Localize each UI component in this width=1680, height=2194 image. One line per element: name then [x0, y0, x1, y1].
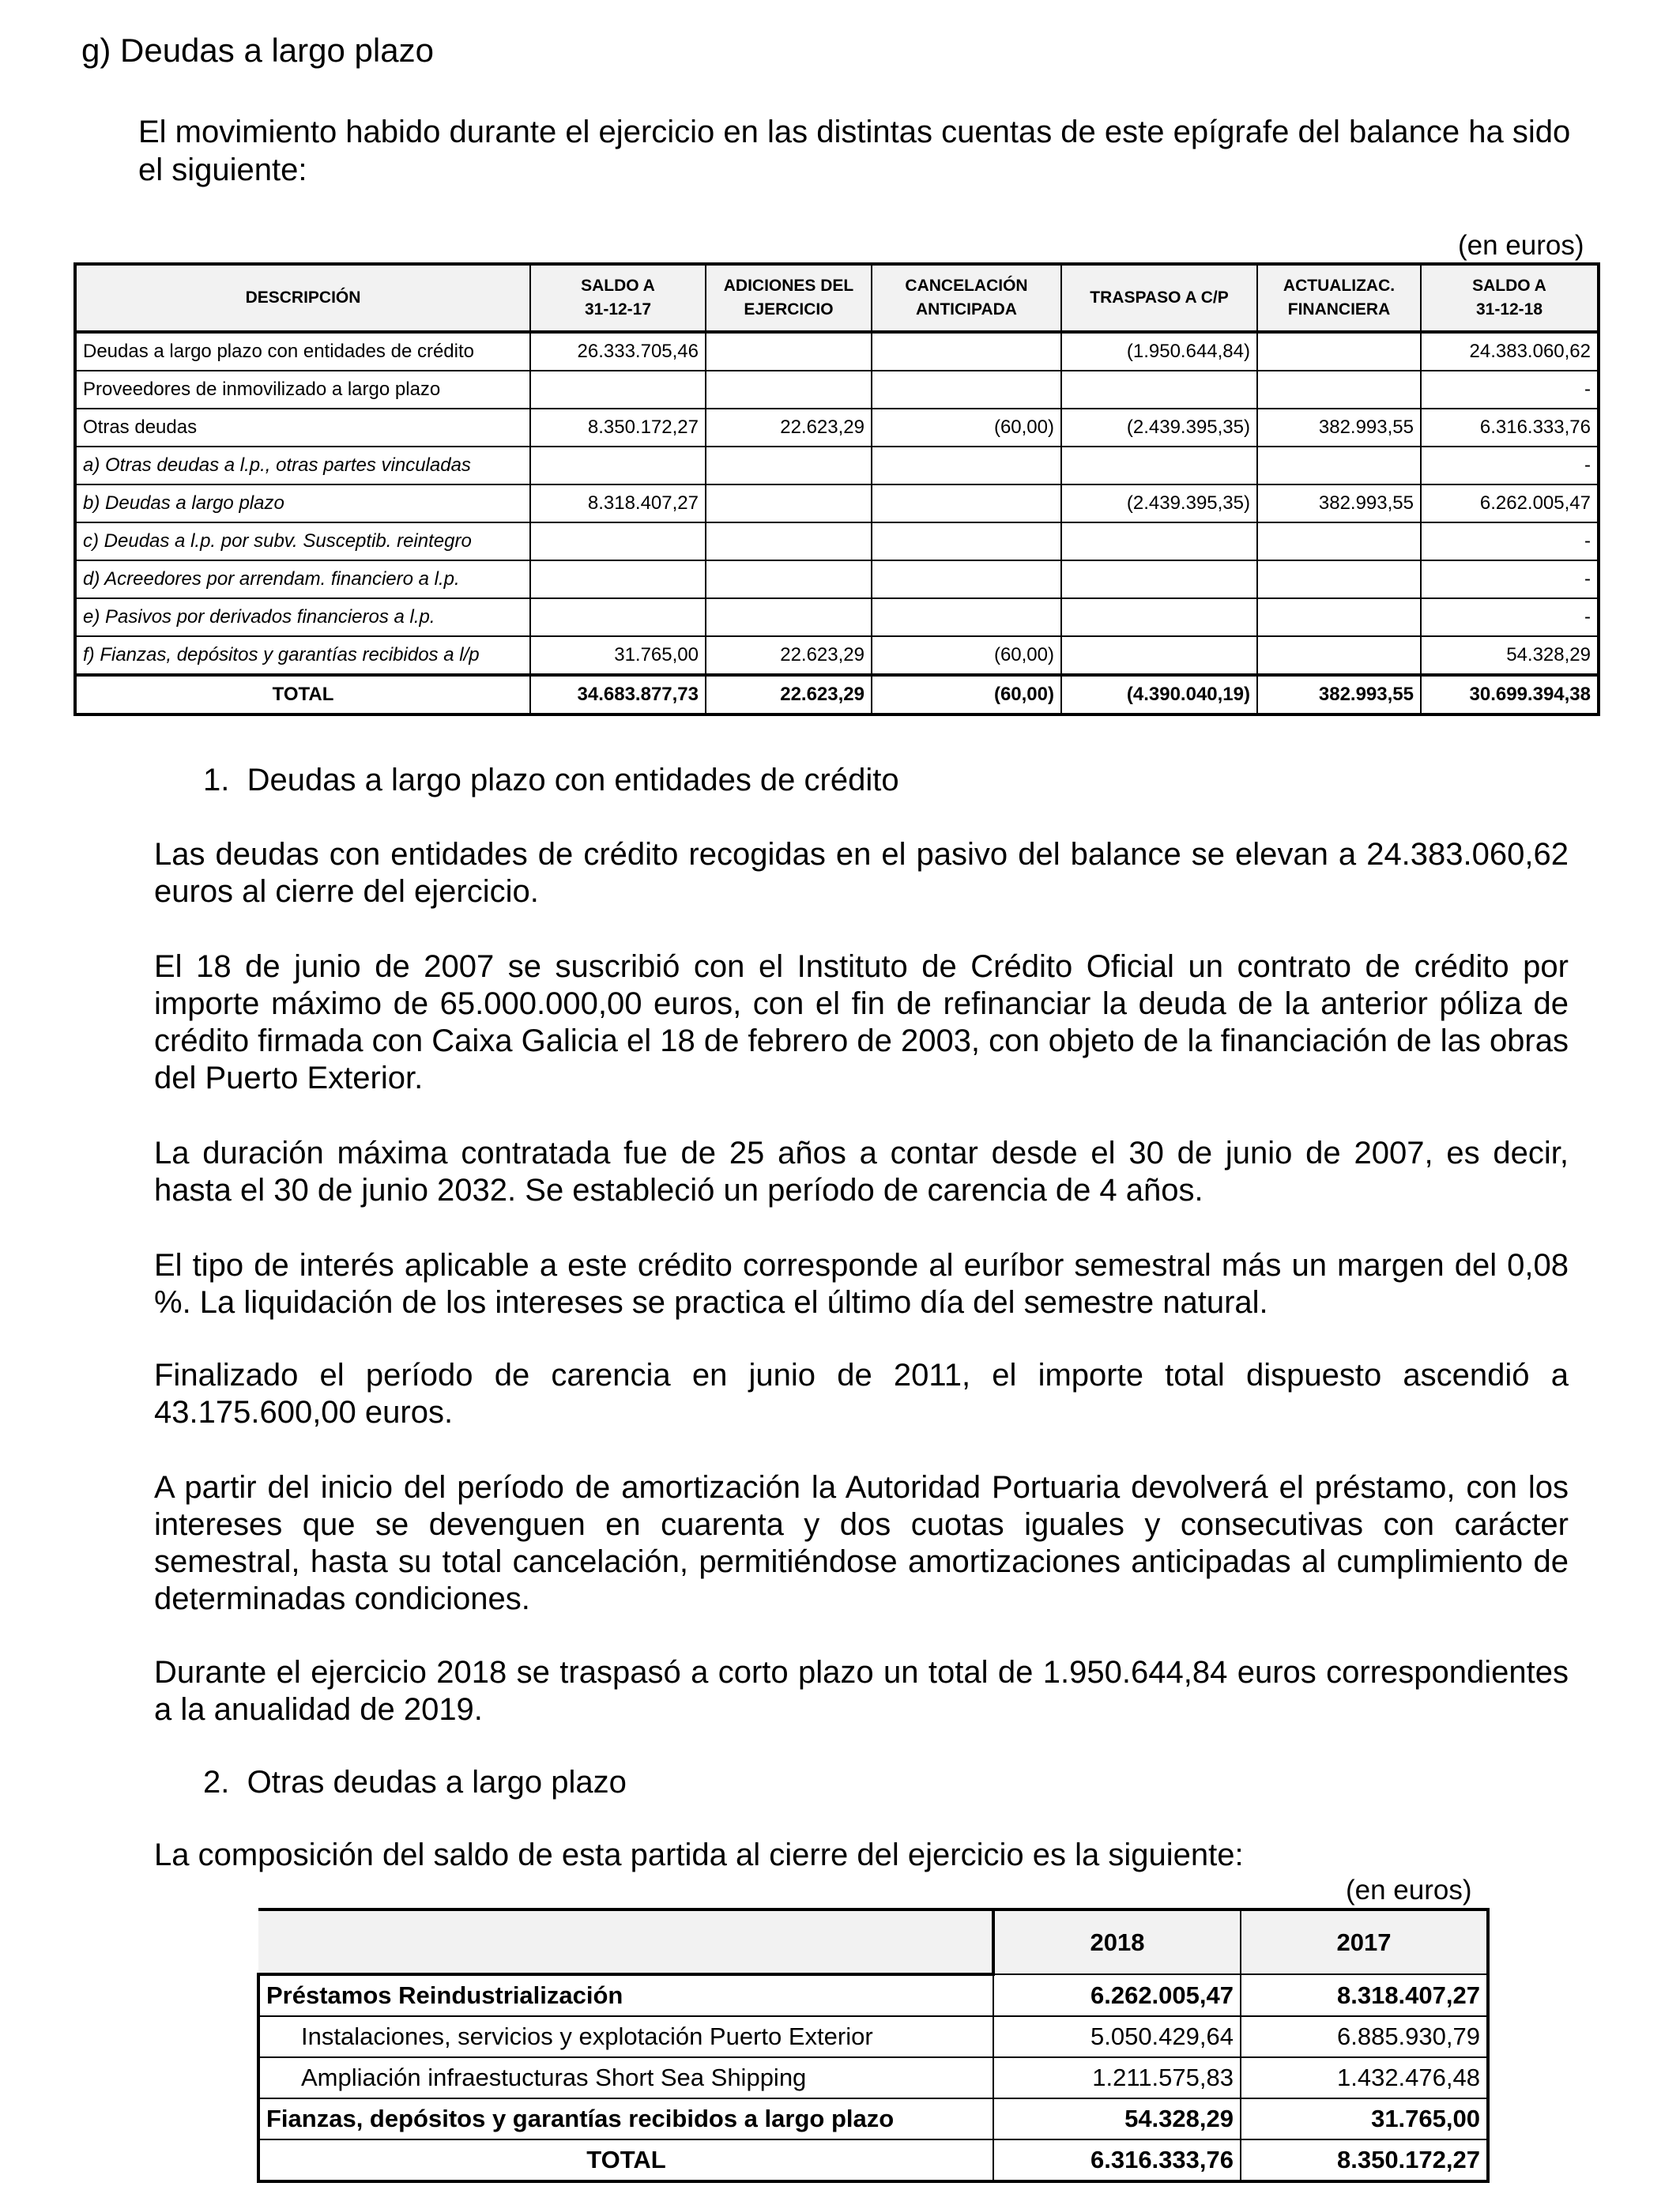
cell-adiciones	[706, 522, 872, 560]
header-label: SALDO A	[581, 277, 655, 295]
table-row	[75, 484, 1599, 522]
cell-cancelacion	[872, 447, 1061, 484]
row-desc: f) Fianzas, depósitos y garantías recibidos a l/p	[75, 636, 530, 675]
table2-unit-label: (en euros)	[1346, 1875, 1472, 1906]
paragraph: Durante el ejercicio 2018 se traspasó a corto plazo un total de 1.950.644,84 euros correspondientes a la anualidad de 2019.	[154, 1655, 1569, 1727]
total-saldo17: 34.683.877,73	[530, 675, 706, 714]
subsection-number: 1.	[203, 763, 230, 797]
cell-traspaso	[1061, 598, 1257, 636]
paragraph: La duración máxima contratada fue de 25 años a contar desde el 30 de junio de 2007, es decir, hasta el 30 de junio 2032. Se estableció un período de carencia de 4 años.	[154, 1136, 1569, 1208]
table-row	[75, 332, 1599, 371]
header-date: 31-12-17	[584, 300, 652, 319]
subsection-title: Otras deudas a largo plazo	[247, 1765, 627, 1800]
intro-paragraph: El movimiento habido durante el ejercicio en las distintas cuentas de este epígrafe del balance ha sido el siguiente:	[138, 115, 1571, 187]
header-label: EJERCICIO	[744, 300, 834, 319]
cell-cancelacion	[872, 598, 1061, 636]
header-label: ADICIONES DEL	[723, 277, 854, 295]
cell-2018: 5.050.429,64	[993, 2016, 1241, 2057]
row-desc: e) Pasivos por derivados financieros a l.p.	[75, 598, 530, 636]
table-row	[258, 2098, 1488, 2139]
row-desc: Proveedores de inmovilizado a largo plazo	[75, 371, 530, 409]
total-saldo18: 30.699.394,38	[1421, 675, 1599, 714]
table-row	[258, 2057, 1488, 2098]
table-row	[258, 1974, 1488, 2016]
cell-saldo18: 54.328,29	[1421, 636, 1599, 675]
subsection-1-heading	[203, 763, 899, 798]
total-2017: 8.350.172,27	[1241, 2139, 1488, 2181]
col-header-adiciones	[706, 264, 872, 332]
row-desc: d) Acreedores por arrendam. financiero a l.p.	[75, 560, 530, 598]
cell-saldo18: -	[1421, 522, 1599, 560]
cell-2017: 6.885.930,79	[1241, 2016, 1488, 2057]
cell-adiciones	[706, 484, 872, 522]
cell-actualizac	[1257, 332, 1421, 371]
cell-traspaso	[1061, 522, 1257, 560]
table-row	[258, 2016, 1488, 2057]
table-row	[75, 522, 1599, 560]
table-row	[75, 371, 1599, 409]
table-row	[75, 598, 1599, 636]
total-label: TOTAL	[75, 675, 530, 714]
row-desc: c) Deudas a l.p. por subv. Susceptib. reintegro	[75, 522, 530, 560]
cell-cancelacion	[872, 560, 1061, 598]
cell-adiciones	[706, 332, 872, 371]
cell-saldo18: -	[1421, 447, 1599, 484]
table-row	[75, 636, 1599, 675]
cell-saldo18: 6.316.333,76	[1421, 409, 1599, 447]
debt-movement-table	[73, 262, 1600, 716]
table-total-row	[75, 675, 1599, 714]
row-label: Préstamos Reindustrialización	[258, 1974, 993, 2016]
header-label: CANCELACIÓN	[905, 277, 1028, 295]
total-label: TOTAL	[258, 2139, 993, 2181]
col-header-cancelacion	[872, 264, 1061, 332]
total-actualizac: 382.993,55	[1257, 675, 1421, 714]
table-row	[75, 409, 1599, 447]
col-header-saldo-2017	[530, 264, 706, 332]
col-header-2017: 2017	[1241, 1909, 1488, 1974]
table-header-row	[258, 1909, 1488, 1974]
cell-adiciones	[706, 371, 872, 409]
table1-unit-label: (en euros)	[1458, 230, 1584, 261]
cell-adiciones: 22.623,29	[706, 409, 872, 447]
cell-traspaso: (2.439.395,35)	[1061, 484, 1257, 522]
total-adiciones: 22.623,29	[706, 675, 872, 714]
cell-traspaso	[1061, 636, 1257, 675]
col-header-descripcion: DESCRIPCIÓN	[75, 264, 530, 332]
cell-adiciones: 22.623,29	[706, 636, 872, 675]
table-total-row	[258, 2139, 1488, 2181]
cell-traspaso: (1.950.644,84)	[1061, 332, 1257, 371]
cell-cancelacion: (60,00)	[872, 409, 1061, 447]
table-row	[75, 560, 1599, 598]
subsection-number: 2.	[203, 1765, 230, 1800]
cell-saldo18: -	[1421, 371, 1599, 409]
col-header-actualizac	[1257, 264, 1421, 332]
header-date: 31-12-18	[1475, 300, 1543, 319]
cell-actualizac: 382.993,55	[1257, 409, 1421, 447]
col-header-saldo-2018	[1421, 264, 1599, 332]
cell-cancelacion	[872, 371, 1061, 409]
cell-actualizac	[1257, 522, 1421, 560]
cell-saldo17	[530, 371, 706, 409]
header-label: SALDO A	[1472, 277, 1546, 295]
cell-saldo18: -	[1421, 598, 1599, 636]
subsection-2-heading	[203, 1765, 627, 1800]
composition-intro: La composición del saldo de esta partida al cierre del ejercicio es la siguiente:	[154, 1838, 1244, 1872]
cell-traspaso	[1061, 447, 1257, 484]
cell-2017: 8.318.407,27	[1241, 1974, 1488, 2016]
cell-2018: 1.211.575,83	[993, 2057, 1241, 2098]
cell-saldo17	[530, 447, 706, 484]
table-header-row	[75, 264, 1599, 332]
total-cancelacion: (60,00)	[872, 675, 1061, 714]
row-label: Instalaciones, servicios y explotación Puerto Exterior	[258, 2016, 993, 2057]
header-label: ANTICIPADA	[916, 300, 1017, 319]
cell-2017: 1.432.476,48	[1241, 2057, 1488, 2098]
cell-saldo17: 8.350.172,27	[530, 409, 706, 447]
row-desc: b) Deudas a largo plazo	[75, 484, 530, 522]
cell-saldo17: 8.318.407,27	[530, 484, 706, 522]
total-2018: 6.316.333,76	[993, 2139, 1241, 2181]
cell-saldo17	[530, 560, 706, 598]
cell-traspaso	[1061, 371, 1257, 409]
cell-cancelacion	[872, 332, 1061, 371]
paragraph: A partir del inicio del período de amortización la Autoridad Portuaria devolverá el préstamo, con los intereses que se devenguen en cuarenta y dos cuotas iguales y consecutivas con carácter semestral, hasta su total cancelación, permitiéndose amortizaciones anticipadas al cumplimiento de determinadas condiciones.	[154, 1470, 1569, 1616]
cell-2017: 31.765,00	[1241, 2098, 1488, 2139]
cell-traspaso	[1061, 560, 1257, 598]
cell-adiciones	[706, 560, 872, 598]
cell-saldo18: 6.262.005,47	[1421, 484, 1599, 522]
cell-actualizac	[1257, 447, 1421, 484]
subsection-title: Deudas a largo plazo con entidades de crédito	[247, 763, 899, 797]
cell-actualizac	[1257, 371, 1421, 409]
total-traspaso: (4.390.040,19)	[1061, 675, 1257, 714]
cell-saldo17: 31.765,00	[530, 636, 706, 675]
cell-cancelacion: (60,00)	[872, 636, 1061, 675]
cell-saldo17: 26.333.705,46	[530, 332, 706, 371]
cell-saldo17	[530, 522, 706, 560]
header-blank	[258, 1909, 993, 1974]
row-label: Ampliación infraestucturas Short Sea Shipping	[258, 2057, 993, 2098]
cell-2018: 54.328,29	[993, 2098, 1241, 2139]
paragraph: El tipo de interés aplicable a este crédito corresponde al euríbor semestral más un margen del 0,08 %. La liquidación de los intereses se practica el último día del semestre natural.	[154, 1248, 1569, 1320]
cell-saldo17	[530, 598, 706, 636]
paragraph: Las deudas con entidades de crédito recogidas en el pasivo del balance se elevan a 24.383.060,62 euros al cierre del ejercicio.	[154, 837, 1569, 909]
cell-saldo18: -	[1421, 560, 1599, 598]
table-row	[75, 447, 1599, 484]
row-desc: a) Otras deudas a l.p., otras partes vinculadas	[75, 447, 530, 484]
cell-actualizac: 382.993,55	[1257, 484, 1421, 522]
col-header-traspaso: TRASPASO A C/P	[1061, 264, 1257, 332]
section-title: g) Deudas a largo plazo	[81, 32, 434, 69]
cell-adiciones	[706, 598, 872, 636]
cell-traspaso: (2.439.395,35)	[1061, 409, 1257, 447]
cell-saldo18: 24.383.060,62	[1421, 332, 1599, 371]
header-label: FINANCIERA	[1287, 300, 1391, 319]
cell-actualizac	[1257, 560, 1421, 598]
cell-actualizac	[1257, 636, 1421, 675]
cell-cancelacion	[872, 522, 1061, 560]
cell-adiciones	[706, 447, 872, 484]
cell-2018: 6.262.005,47	[993, 1974, 1241, 2016]
cell-actualizac	[1257, 598, 1421, 636]
col-header-2018: 2018	[993, 1909, 1241, 1974]
other-debts-composition-table	[257, 1908, 1490, 2183]
header-label: ACTUALIZAC.	[1283, 277, 1396, 295]
cell-cancelacion	[872, 484, 1061, 522]
row-desc: Deudas a largo plazo con entidades de crédito	[75, 332, 530, 371]
row-desc: Otras deudas	[75, 409, 530, 447]
row-label: Fianzas, depósitos y garantías recibidos a largo plazo	[258, 2098, 993, 2139]
paragraph: Finalizado el período de carencia en junio de 2011, el importe total dispuesto ascendió a 43.175.600,00 euros.	[154, 1358, 1569, 1430]
paragraph: El 18 de junio de 2007 se suscribió con el Instituto de Crédito Oficial un contrato de crédito por importe máximo de 65.000.000,00 euros, con el fin de refinanciar la deuda de la anterior póliza de crédito firmada con Caixa Galicia el 18 de febrero de 2003, con objeto de la financiación de las obras del Puerto Exterior.	[154, 949, 1569, 1095]
